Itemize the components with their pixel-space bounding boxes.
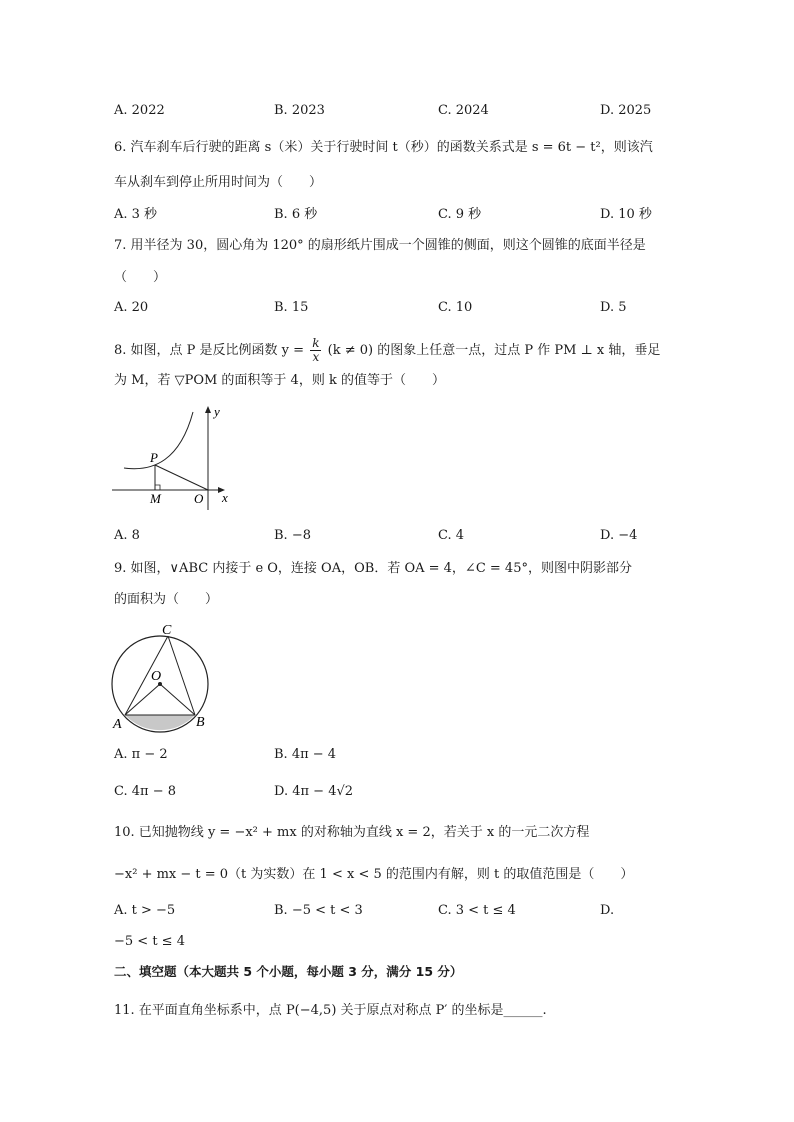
q8-fraction bbox=[310, 337, 321, 364]
q8-label-m: M bbox=[150, 491, 161, 506]
q8-label-o: O bbox=[194, 491, 204, 506]
q10-option-d-label: D. bbox=[600, 903, 615, 918]
q8-fraction-numerator: k bbox=[312, 336, 320, 350]
q9-option-b: B. 4π − 4 bbox=[274, 747, 337, 762]
q9-option-c: C. 4π − 8 bbox=[114, 784, 176, 799]
q5-option-c: C. 2024 bbox=[438, 103, 489, 118]
q9-option-a: A. π − 2 bbox=[114, 747, 168, 762]
q6-stem-line2: 车从刹车到停止所用时间为（ ） bbox=[114, 175, 323, 190]
q9-shaded-segment bbox=[125, 715, 195, 730]
q8-stem-part-a: 8. 如图，点 P 是反比例函数 y = bbox=[114, 343, 305, 358]
q5-option-d: D. 2025 bbox=[600, 103, 652, 118]
q8-hyperbola-curve bbox=[124, 412, 193, 469]
q8-stem-line2: 为 M，若 ▽POM 的面积等于 4，则 k 的值等于（ ） bbox=[114, 373, 445, 388]
q9-figure bbox=[108, 618, 218, 734]
q9-label-a: A bbox=[113, 717, 122, 732]
q6-stem-line1: 6. 汽车刹车后行驶的距离 s（米）关于行驶时间 t（秒）的函数关系式是 s = 6t − t²，则该汽 bbox=[114, 140, 653, 155]
q9-label-o: O bbox=[151, 669, 162, 684]
q8-figure bbox=[108, 402, 238, 514]
q10-option-b: B. −5 < t < 3 bbox=[274, 903, 363, 918]
q7-option-d: D. 5 bbox=[600, 300, 627, 315]
q8-segment-po bbox=[155, 465, 208, 490]
q10-stem-line2: −x² + mx − t = 0（t 为实数）在 1 < x < 5 的范围内有解，则 t 的取值范围是（ ） bbox=[114, 867, 634, 882]
q8-stem-line1 bbox=[114, 337, 660, 364]
q6-option-c: C. 9 秒 bbox=[438, 207, 482, 222]
q6-option-d: D. 10 秒 bbox=[600, 207, 652, 222]
q9-label-b: B bbox=[196, 715, 205, 730]
q7-stem-line2: （ ） bbox=[114, 270, 167, 285]
q8-right-angle-mark bbox=[155, 485, 160, 490]
q7-option-b: B. 15 bbox=[274, 300, 309, 315]
q5-option-b: B. 2023 bbox=[274, 103, 325, 118]
q10-stem-line1: 10. 已知抛物线 y = −x² + mx 的对称轴为直线 x = 2，若关于 x 的一元二次方程 bbox=[114, 825, 590, 840]
q8-option-b: B. −8 bbox=[274, 528, 311, 543]
section2-heading: 二、填空题（本大题共 5 个小题，每小题 3 分，满分 15 分） bbox=[114, 964, 463, 979]
q9-stem-line2: 的面积为（ ） bbox=[114, 592, 219, 607]
q7-option-a: A. 20 bbox=[114, 300, 149, 315]
q8-stem-part-b: (k ≠ 0) 的图象上任意一点，过点 P 作 PM ⊥ x 轴，垂足 bbox=[327, 343, 661, 358]
q10-option-d-value: −5 < t ≤ 4 bbox=[114, 934, 185, 949]
q8-label-x: x bbox=[222, 490, 228, 505]
q7-option-c: C. 10 bbox=[438, 300, 473, 315]
q9-stem-line1: 9. 如图，∨ABC 内接于 e O，连接 OA，OB．若 OA = 4，∠C = 45°，则图中阴影部分 bbox=[114, 561, 632, 576]
q5-option-a: A. 2022 bbox=[114, 103, 165, 118]
q8-fraction-denominator: x bbox=[312, 350, 320, 364]
q8-y-arrow bbox=[205, 406, 211, 413]
q9-segment-ac bbox=[125, 636, 168, 715]
q8-option-d: D. −4 bbox=[600, 528, 638, 543]
q8-label-y: y bbox=[214, 404, 220, 419]
q8-option-c: C. 4 bbox=[438, 528, 465, 543]
q6-option-b: B. 6 秒 bbox=[274, 207, 318, 222]
q8-option-a: A. 8 bbox=[114, 528, 140, 543]
q10-option-c: C. 3 < t ≤ 4 bbox=[438, 903, 516, 918]
q8-label-p: P bbox=[150, 450, 158, 465]
q9-segment-oa bbox=[125, 684, 160, 715]
q7-stem-line1: 7. 用半径为 30，圆心角为 120° 的扇形纸片围成一个圆锥的侧面，则这个圆锥的底面半径是 bbox=[114, 238, 646, 253]
q9-option-d: D. 4π − 4√2 bbox=[274, 784, 354, 799]
q10-option-a: A. t > −5 bbox=[114, 903, 176, 918]
q6-option-a: A. 3 秒 bbox=[114, 207, 158, 222]
q9-label-c: C bbox=[162, 623, 172, 638]
q11-stem-line1: 11. 在平面直角坐标系中，点 P(−4,5) 关于原点对称点 P′ 的坐标是______. bbox=[114, 1003, 547, 1018]
